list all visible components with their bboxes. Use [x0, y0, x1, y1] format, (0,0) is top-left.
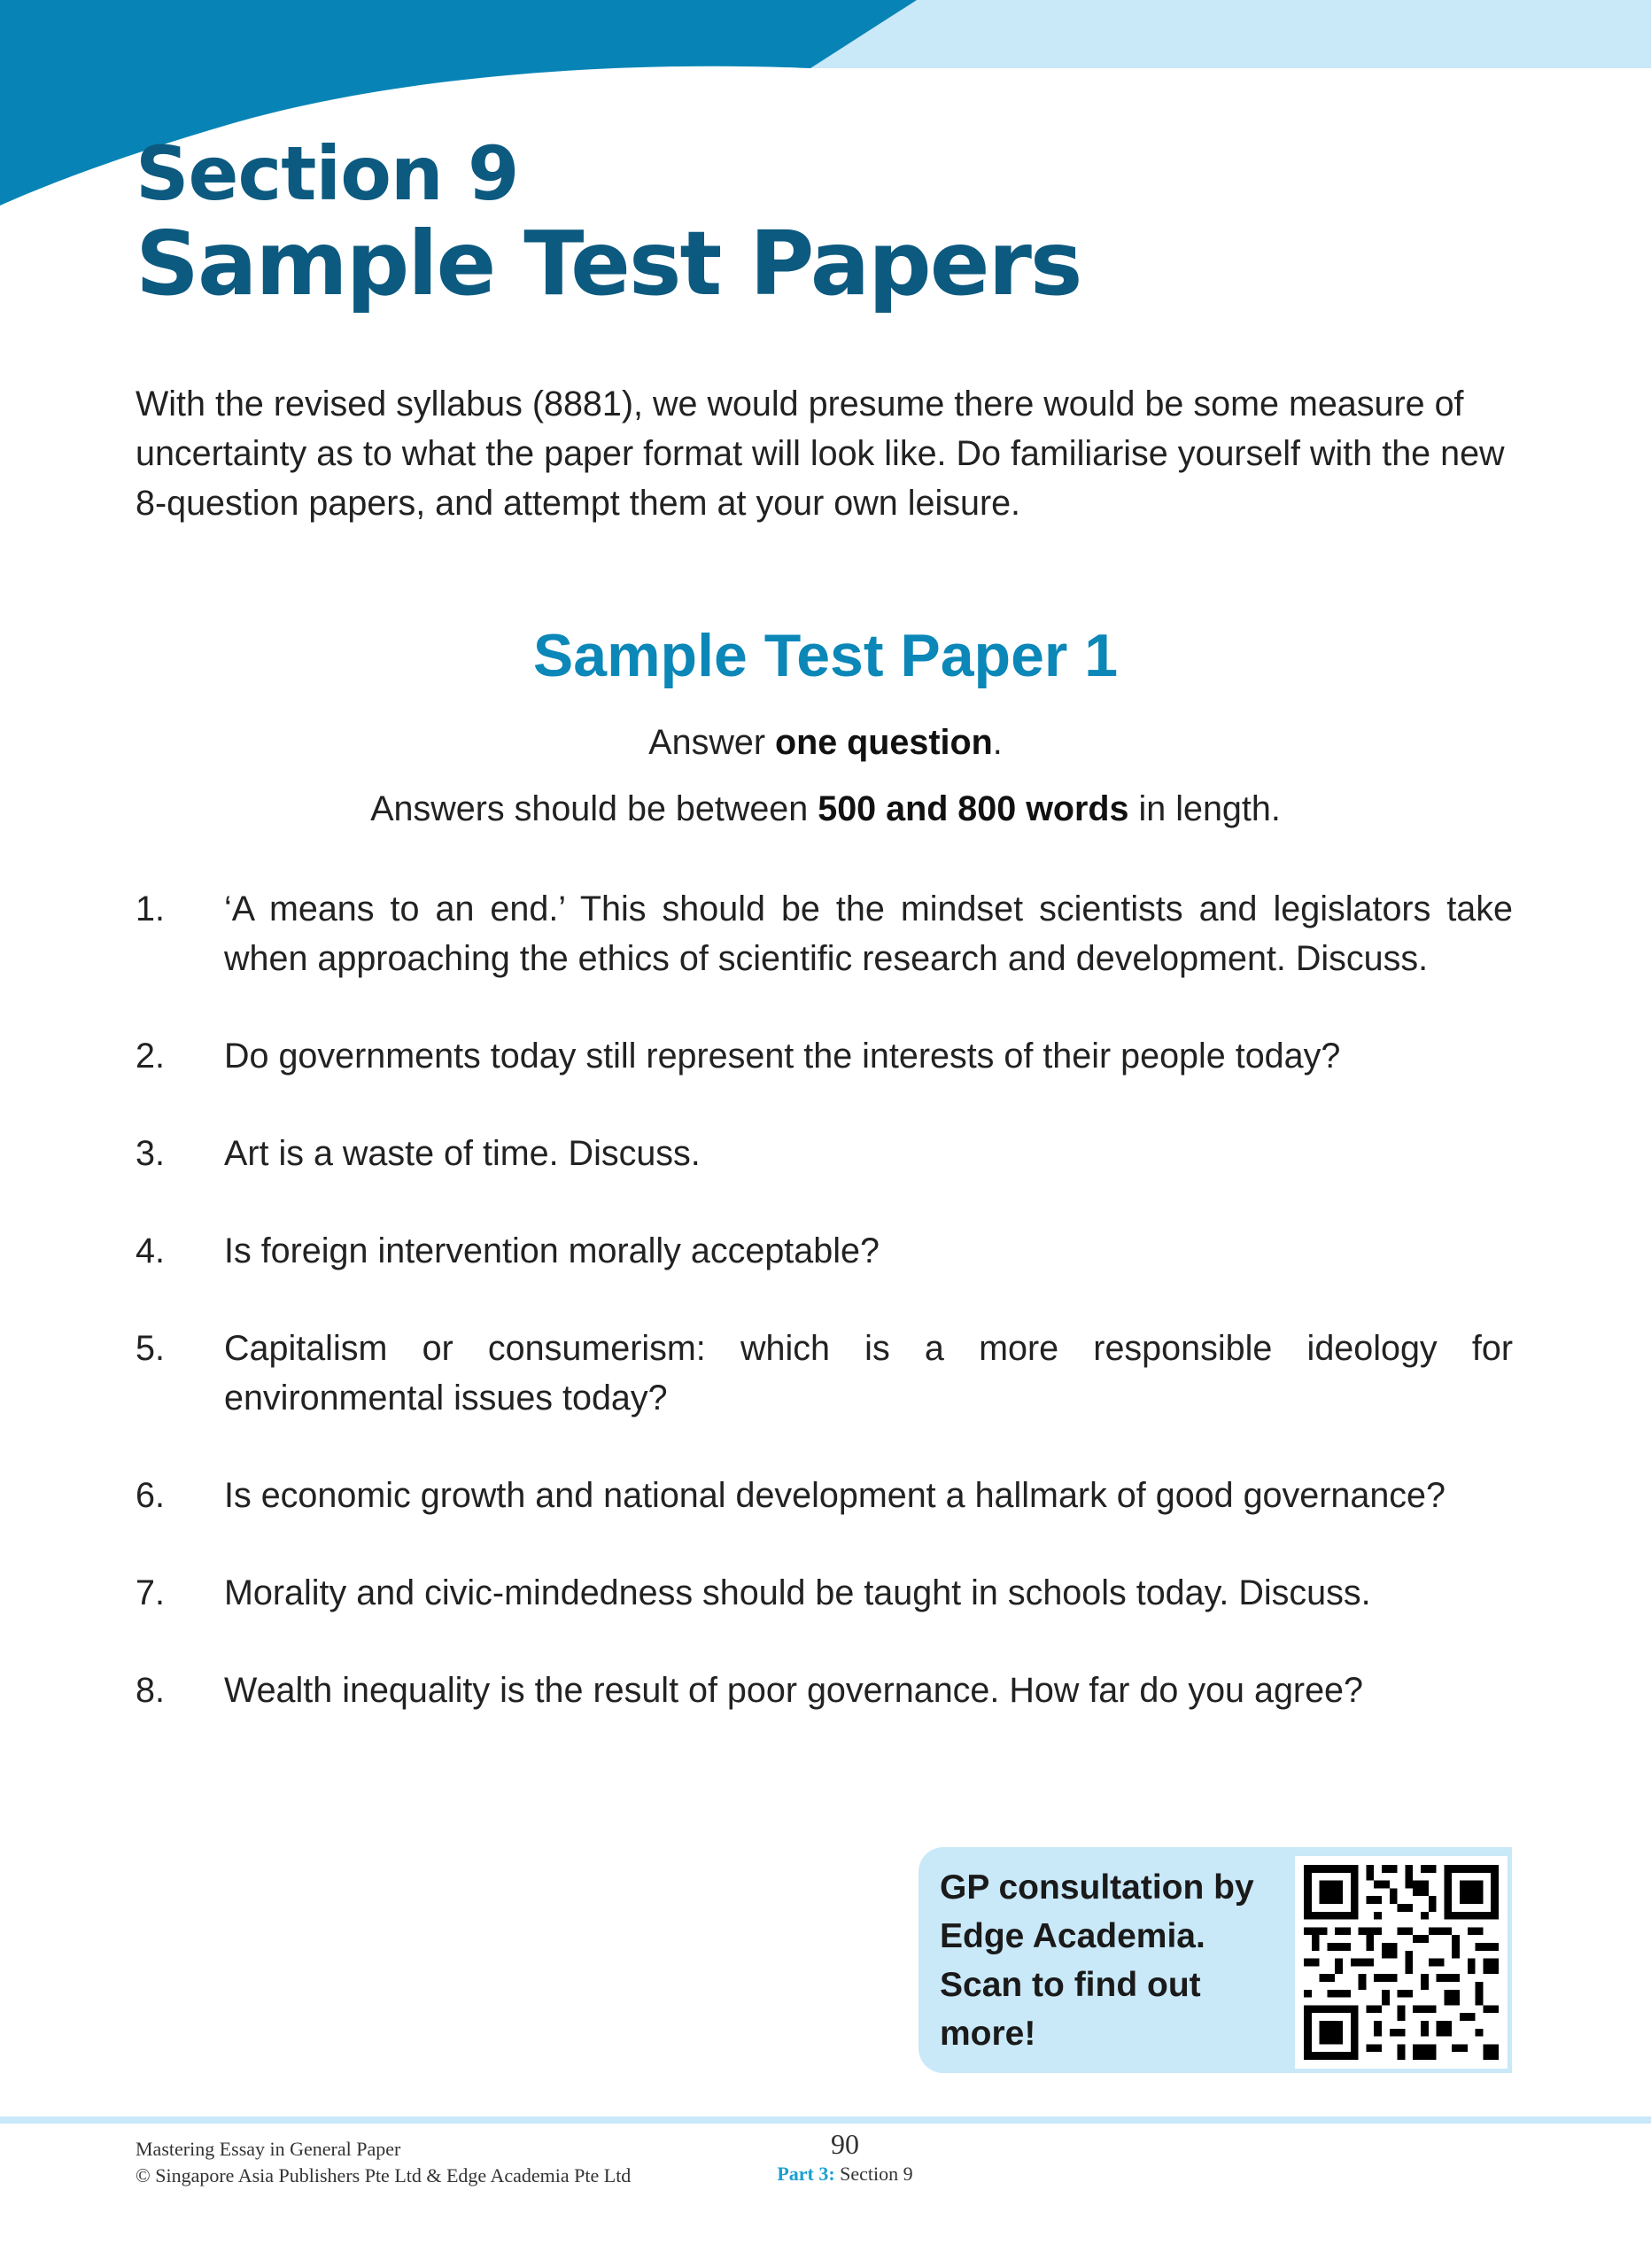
question-text: Morality and civic-mindedness should be taught in schools today. Discuss. — [224, 1573, 1371, 1612]
question-item — [136, 1324, 1513, 1423]
page-number: 90 — [831, 2128, 859, 2160]
instruction-text: . — [992, 723, 1003, 762]
instruction-word-count — [0, 787, 1651, 831]
question-number: 2. — [136, 1037, 165, 1076]
footer-credits — [136, 2136, 631, 2189]
part-section: Section 9 — [834, 2163, 913, 2185]
instruction-emphasis: 500 and 800 words — [818, 789, 1129, 828]
footer-divider — [0, 2117, 1651, 2124]
promo-text — [940, 1863, 1294, 2058]
paper-heading: Sample Test Paper 1 — [532, 622, 1119, 689]
qr-code-icon[interactable] — [1295, 1856, 1508, 2069]
promo-line: Scan to find out — [940, 1966, 1201, 2004]
promo-line: more! — [940, 2015, 1036, 2053]
light-blue-band — [797, 0, 1651, 68]
question-number: 3. — [136, 1134, 165, 1173]
promo-line: GP consultation by — [940, 1868, 1254, 1907]
question-item — [136, 884, 1513, 983]
intro-paragraph: With the revised syllabus (8881), we would presume there would be some measure of uncertainty as to what the paper format will look like. Do familiarise yourself with the new 8-question papers, and attempt them at your own leisure. — [136, 384, 1505, 523]
question-text: Capitalism or consumerism: which is a more responsible ideology for environmental issues today? — [224, 1329, 1513, 1418]
section-label: Section 9 — [136, 130, 519, 217]
question-item — [136, 1666, 1513, 1715]
question-number: 8. — [136, 1671, 165, 1710]
question-number: 1. — [136, 889, 165, 928]
question-text: Is economic growth and national development a hallmark of good governance? — [224, 1476, 1446, 1515]
question-item — [136, 1226, 1513, 1276]
instruction-text: Answers should be between — [370, 789, 818, 828]
book-title: Mastering Essay in General Paper — [136, 2138, 401, 2160]
instruction-text: Answer — [648, 723, 775, 762]
question-item — [136, 1031, 1513, 1081]
question-text: ‘A means to an end.’ This should be the mindset scientists and legislators take when approaching the ethics of scientific research and development. Discuss. — [224, 889, 1513, 978]
question-number: 7. — [136, 1573, 165, 1612]
question-item — [136, 1471, 1513, 1520]
part-section-label — [748, 2160, 942, 2188]
question-list — [136, 884, 1513, 1715]
instruction-text: in length. — [1128, 789, 1281, 828]
part-label: Part 3: — [777, 2163, 835, 2185]
question-number: 4. — [136, 1231, 165, 1270]
question-text: Art is a waste of time. Discuss. — [224, 1134, 701, 1173]
title-block — [136, 130, 1081, 315]
question-text: Wealth inequality is the result of poor governance. How far do you agree? — [224, 1671, 1363, 1710]
question-item — [136, 1129, 1513, 1178]
footer-page-info — [748, 2128, 942, 2188]
question-number: 5. — [136, 1329, 165, 1368]
qr-code-graphic — [1304, 1865, 1499, 2060]
instruction-answer-count — [0, 720, 1651, 765]
question-number: 6. — [136, 1476, 165, 1515]
question-text: Is foreign intervention morally acceptable? — [224, 1231, 880, 1270]
instruction-emphasis: one question — [774, 723, 993, 762]
question-item — [136, 1568, 1513, 1618]
copyright-notice: © Singapore Asia Publishers Pte Ltd & Edge Academia Pte Ltd — [136, 2164, 632, 2186]
promo-line: Edge Academia. — [940, 1917, 1205, 1955]
question-text: Do governments today still represent the interests of their people today? — [224, 1037, 1341, 1076]
consultation-promo-box — [919, 1847, 1512, 2073]
page-title: Sample Test Papers — [136, 212, 1081, 315]
